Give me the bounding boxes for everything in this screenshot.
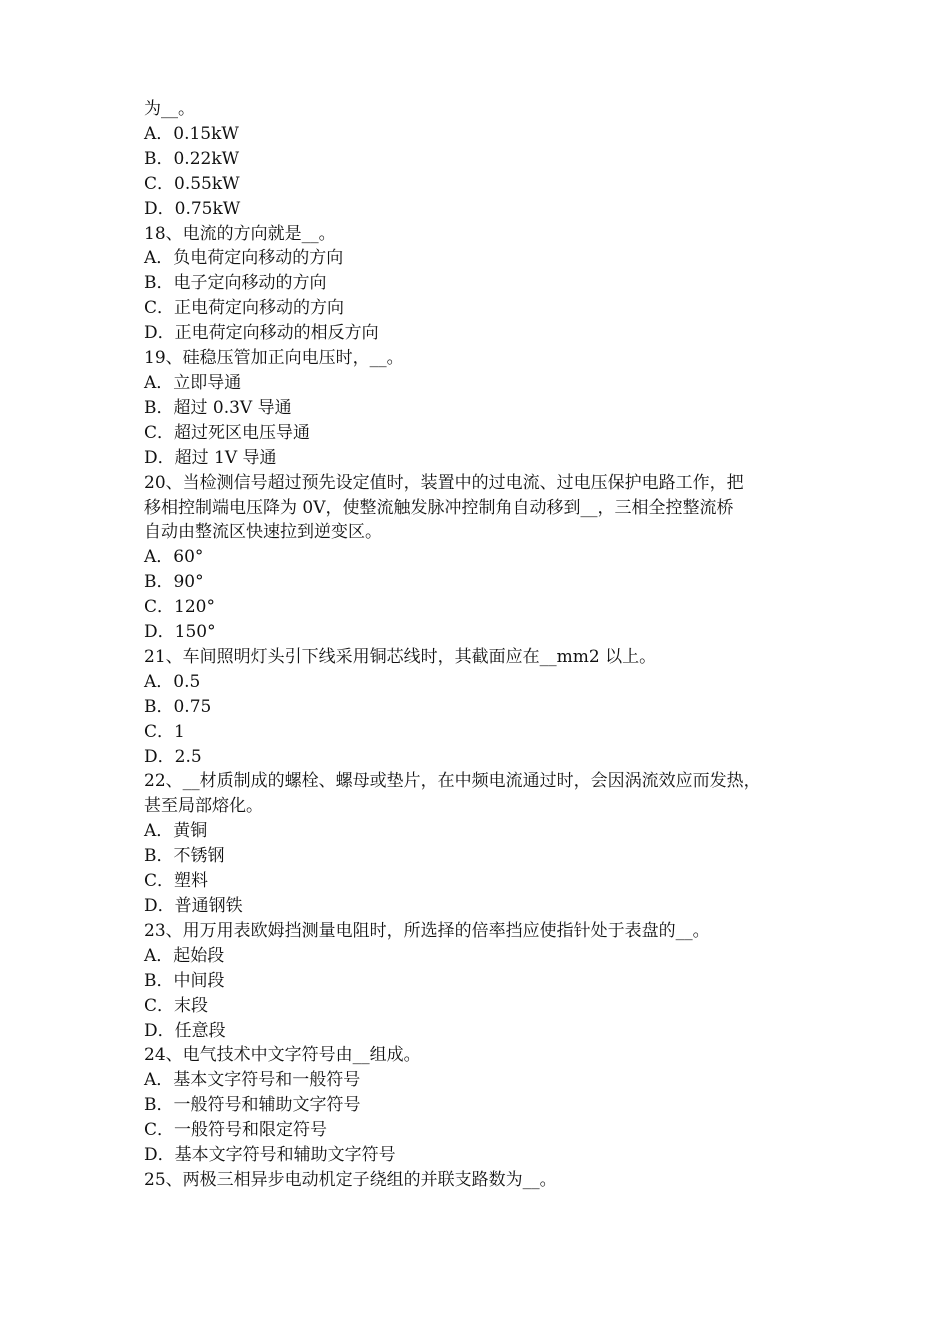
option-line: B．电子定向移动的方向 xyxy=(144,273,327,294)
option-line: C．1 xyxy=(144,721,185,742)
option-line: B．90° xyxy=(144,572,204,593)
question-line: 24、电气技术中文字符号由__组成。 xyxy=(144,1045,421,1066)
option-line: B．不锈钢 xyxy=(144,846,225,867)
option-line: C．超过死区电压导通 xyxy=(144,422,311,443)
option-line: A．0.15kW xyxy=(144,123,239,144)
option-line: C．末段 xyxy=(144,995,209,1016)
question-line: 21、车间照明灯头引下线采用铜芯线时，其截面应在__mm2 以上。 xyxy=(144,646,657,667)
document-body xyxy=(144,97,824,1193)
option-line: A．基本文字符号和一般符号 xyxy=(144,1070,361,1091)
question-line: 甚至局部熔化。 xyxy=(144,796,263,817)
option-line: D．普通钢铁 xyxy=(144,896,243,916)
question-line: 19、硅稳压管加正向电压时，__。 xyxy=(144,348,404,369)
option-line: D．150° xyxy=(144,622,216,643)
option-line: C．一般符号和限定符号 xyxy=(144,1120,328,1141)
option-line: B．中间段 xyxy=(144,970,225,991)
question-line: 25、两极三相异步电动机定子绕组的并联支路数为__。 xyxy=(144,1169,557,1190)
option-line: C．0.55kW xyxy=(144,173,240,194)
option-line: B．0.75 xyxy=(144,696,212,717)
option-line: C．120° xyxy=(144,597,215,618)
question-line: 22、__材质制成的螺栓、螺母或垫片，在中频电流通过时，会因涡流效应而发热， xyxy=(144,771,761,792)
option-line: D．正电荷定向移动的相反方向 xyxy=(144,323,379,344)
option-line: C．正电荷定向移动的方向 xyxy=(144,298,345,319)
option-line: A．黄铜 xyxy=(144,821,208,842)
option-line: A．起始段 xyxy=(144,945,225,966)
option-line: A．0.5 xyxy=(144,671,201,692)
option-line: D．基本文字符号和辅助文字符号 xyxy=(144,1145,396,1166)
question-line: 为__。 xyxy=(144,99,195,119)
option-line: A．60° xyxy=(144,547,204,568)
option-line: C．塑料 xyxy=(144,871,209,892)
option-line: D．2.5 xyxy=(144,746,202,767)
option-line: D．超过 1V 导通 xyxy=(144,447,277,468)
question-line: 移相控制端电压降为 0V，使整流触发脉冲控制角自动移到__，三相全控整流桥 xyxy=(144,497,734,518)
question-line: 20、当检测信号超过预先设定值时，装置中的过电流、过电压保护电路工作，把 xyxy=(144,472,744,493)
option-line: B．0.22kW xyxy=(144,148,240,169)
option-line: B．超过 0.3V 导通 xyxy=(144,397,292,418)
question-line: 23、用万用表欧姆挡测量电阻时，所选择的倍率挡应使指针处于表盘的__。 xyxy=(144,920,710,941)
option-line: D．任意段 xyxy=(144,1020,226,1041)
option-line: B．一般符号和辅助文字符号 xyxy=(144,1095,361,1116)
option-line: A．负电荷定向移动的方向 xyxy=(144,248,344,269)
question-line: 自动由整流区快速拉到逆变区。 xyxy=(144,522,382,543)
option-line: A．立即导通 xyxy=(144,372,242,393)
question-line: 18、电流的方向就是__。 xyxy=(144,223,336,244)
option-line: D．0.75kW xyxy=(144,198,241,219)
